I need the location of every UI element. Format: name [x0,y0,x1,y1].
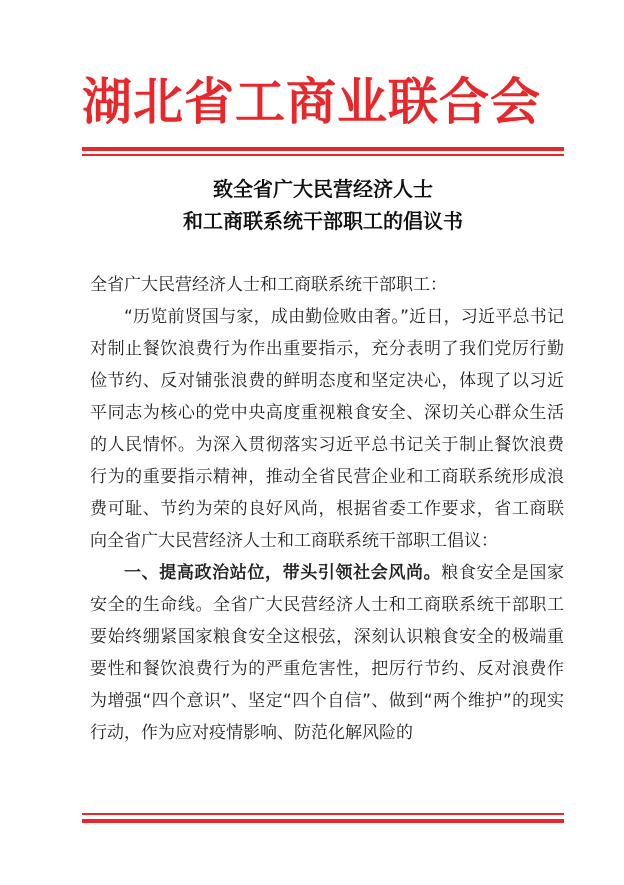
footer-rule-thin [82,813,564,815]
organization-letterhead: 湖北省工商业联合会 [82,72,541,131]
section-heading-1: 一、提高政治站位，带头引领社会风尚。 [124,563,442,583]
salutation: 全省广大民营经济人士和工商联系统干部职工： [90,275,447,295]
section-text-1: 粮食安全是国家安全的生命线。全省广大民营经济人士和工商联系统干部职工要始终绷紧国家粮食安全这根弦，深刻认识粮食安全的极端重要性和餐饮浪费行为的严重危害性，把厉行节约、反对浪费作为增强“四个意识”、坚定“四个自信”、做到“两个维护”的现实行动，作为应对疫情影响、防范化解风险的 [90,563,564,743]
letterhead-rule-thin [82,154,564,156]
document-body [90,269,564,749]
footer-rule-thick [82,819,564,823]
document-title-line-1: 致全省广大民营经济人士 [213,177,433,201]
body-paragraph-1: “历览前贤国与家，成由勤俭败由奢。”近日，习近平总书记对制止餐饮浪费行为作出重要指示，充分表明了我们党厉行勤俭节约、反对铺张浪费的鲜明态度和坚定决心，体现了以习近平同志为核心的党中央高度重视粮食安全、深切关心群众生活的人民情怀。为深入贯彻落实习近平总书记关于制止餐饮浪费行为的重要指示精神，推动全省民营企业和工商联系统形成浪费可耻、节约为荣的良好风尚，根据省委工作要求，省工商联向全省广大民营经济人士和工商联系统干部职工倡议： [90,307,564,551]
document-title-line-2: 和工商联系统干部职工的倡议书 [183,209,463,233]
letterhead-rule-thick [82,147,564,151]
body-paragraph-2 [90,557,564,749]
